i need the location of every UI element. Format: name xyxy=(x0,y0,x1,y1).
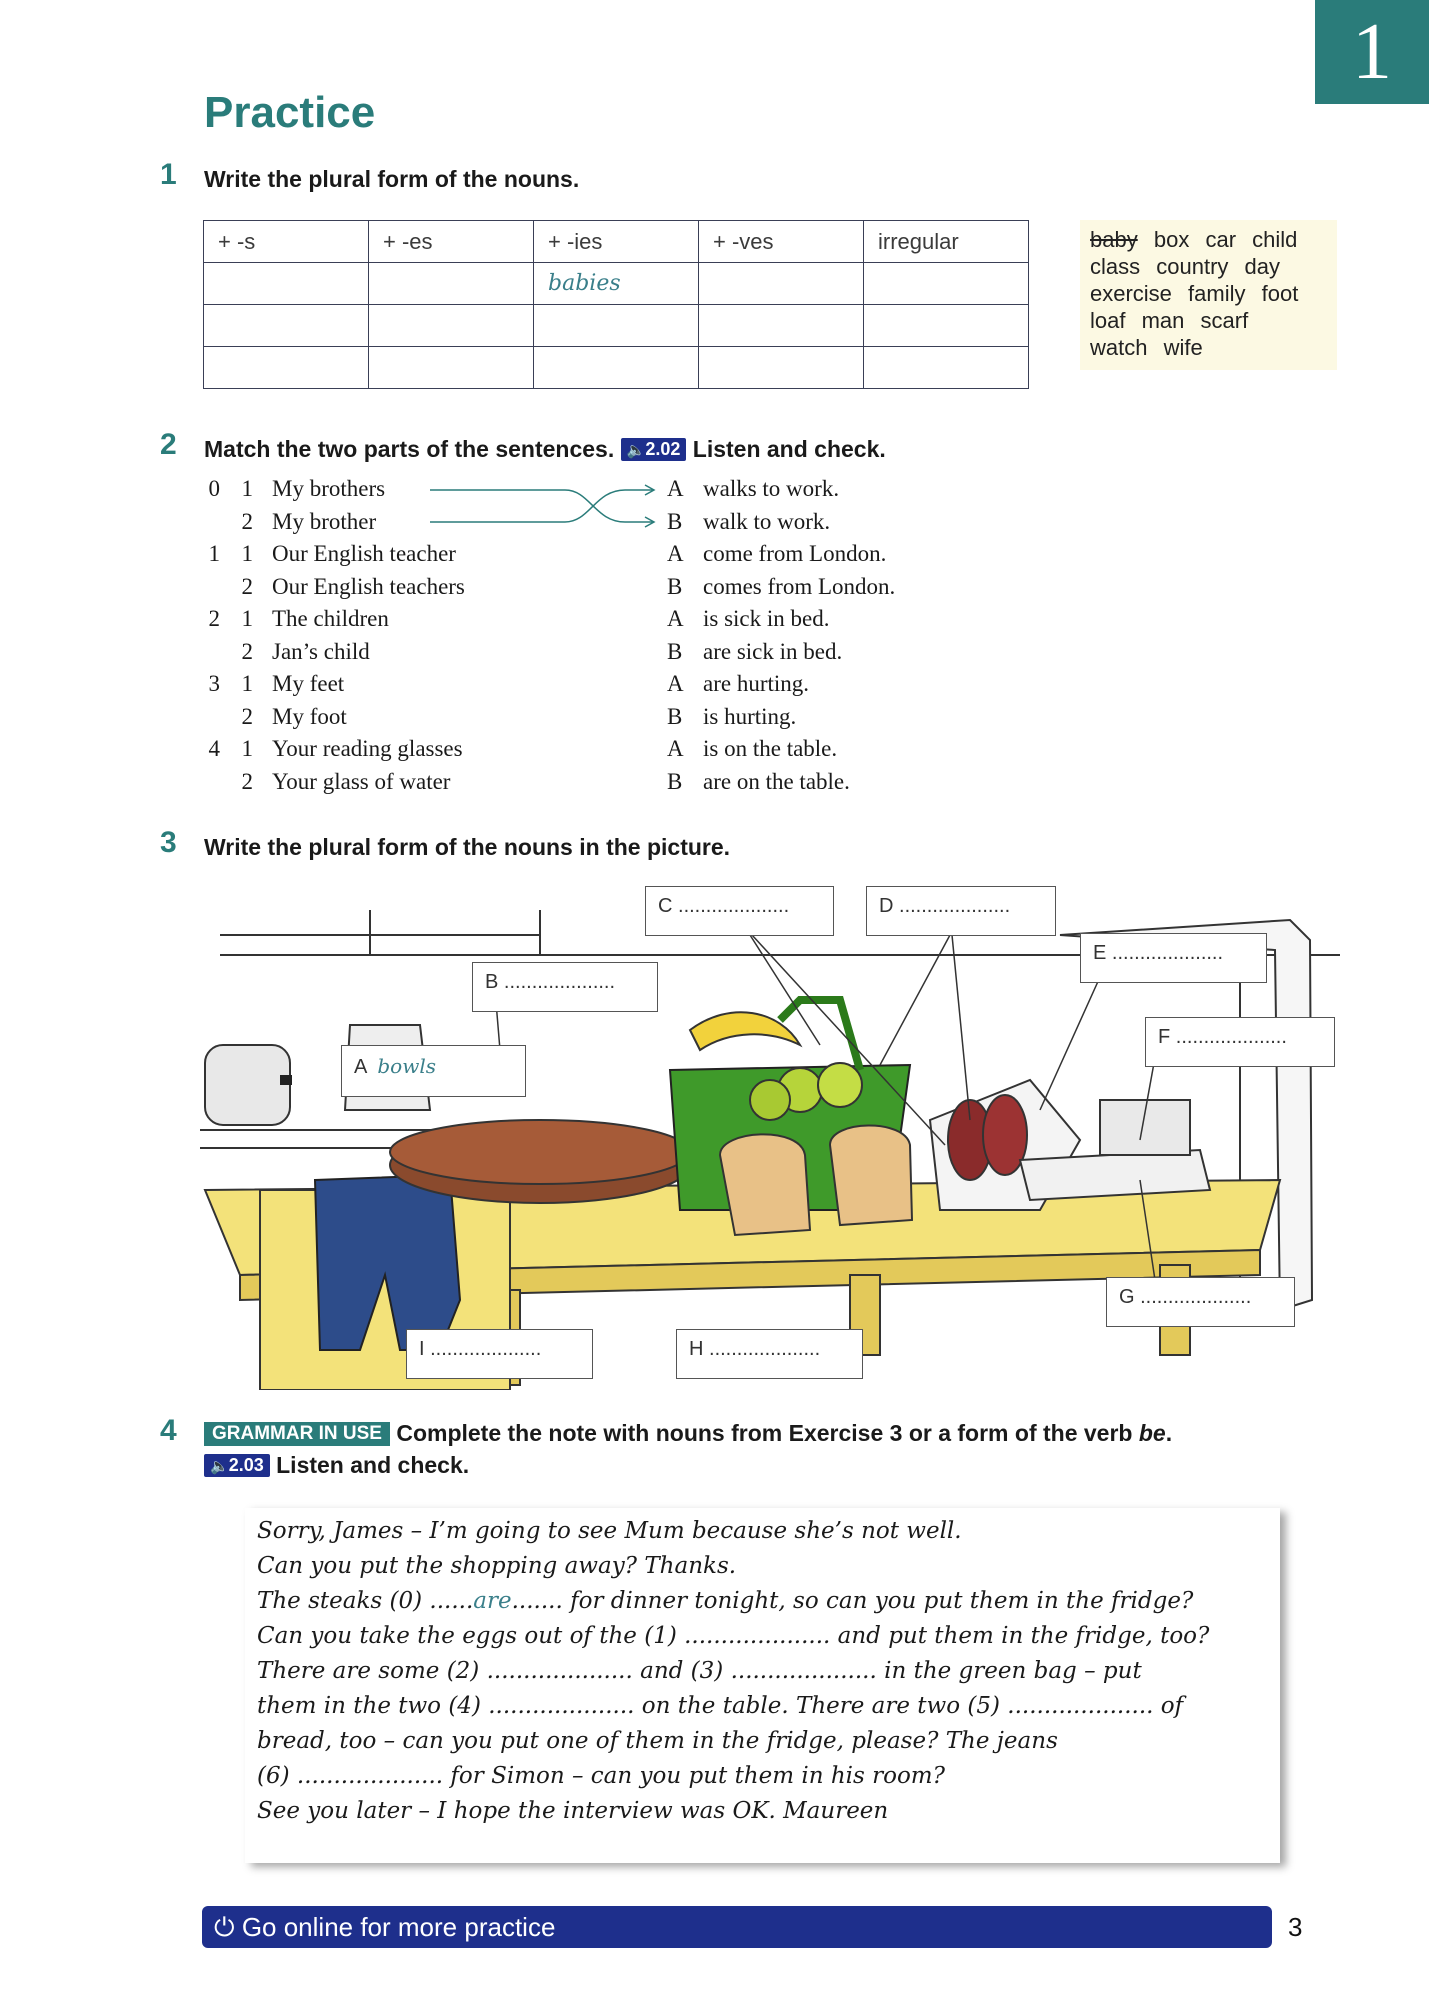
note-line: See you later – I hope the interview was OK. Maureen xyxy=(257,1798,889,1824)
answer-cell[interactable] xyxy=(369,263,534,305)
exercise-3-number: 3 xyxy=(160,826,177,859)
label-dots: .................... xyxy=(430,1338,542,1360)
word: scarf xyxy=(1200,308,1249,333)
match-option-letter: A xyxy=(667,736,684,761)
note-answer-are: are xyxy=(473,1588,512,1614)
audio-track-number: 2.03 xyxy=(228,1455,264,1475)
label-dots: .................... xyxy=(1111,942,1224,964)
answer-cell[interactable] xyxy=(864,263,1029,305)
picture-label-c[interactable] xyxy=(645,886,834,936)
label-dots: .................... xyxy=(678,895,790,917)
handwritten-note xyxy=(245,1508,1280,1863)
match-right-part: is hurting. xyxy=(703,703,797,729)
answer-cell[interactable] xyxy=(699,305,864,347)
word-crossed: baby xyxy=(1090,227,1138,252)
match-left-part: My foot xyxy=(272,703,347,729)
exercise-4-heading: Complete the note with nouns from Exercise 3 or a form of the verb xyxy=(396,1420,1133,1446)
word: car xyxy=(1205,227,1237,252)
match-right-part: are hurting. xyxy=(703,671,810,696)
picture-label-a[interactable] xyxy=(341,1045,526,1097)
picture-label-e[interactable] xyxy=(1080,933,1267,983)
note-text: for dinner tonight, so can you put them in the fridge? xyxy=(562,1588,1194,1614)
answer-cell[interactable] xyxy=(699,347,864,389)
exercise-4-heading-verb: be xyxy=(1138,1420,1166,1446)
match-left-part: Jan’s child xyxy=(272,638,370,664)
match-right-part: walks to work. xyxy=(703,476,840,501)
label-letter: I xyxy=(419,1338,425,1360)
exercise-2-heading: Match the two parts of the sentences. xyxy=(204,436,615,462)
answer-cell[interactable] xyxy=(699,263,864,305)
match-group-number: 2 xyxy=(208,606,220,631)
match-right-part: is sick in bed. xyxy=(703,606,830,631)
grammar-in-use-tag: GRAMMAR IN USE xyxy=(204,1422,390,1446)
header-ies: + -ies xyxy=(534,221,699,263)
note-line: them in the two (4) .................... on the table. There are two (5) .................... of xyxy=(257,1693,1184,1719)
go-online-text: Go online for more practice xyxy=(241,1912,556,1942)
answer-cell[interactable] xyxy=(864,305,1029,347)
table-row xyxy=(204,263,1029,305)
speaker-icon: 🔈 xyxy=(210,1458,229,1475)
exercise-4-heading-row: GRAMMAR IN USE Complete the note with nouns from Exercise 3 or a form of the verb be. xyxy=(204,1420,1172,1447)
answer-cell[interactable] xyxy=(369,305,534,347)
label-letter: E xyxy=(1093,942,1107,964)
picture-label-i[interactable] xyxy=(406,1329,593,1379)
match-left-part: Our English teachers xyxy=(272,573,465,599)
picture-label-d[interactable] xyxy=(866,886,1056,936)
answer-cell[interactable] xyxy=(534,347,699,389)
header-es: + -es xyxy=(369,221,534,263)
exercise-1-number: 1 xyxy=(160,158,177,191)
word-line xyxy=(1090,280,1327,307)
go-online-banner[interactable] xyxy=(202,1906,1272,1948)
unit-number-tab: 1 xyxy=(1315,0,1429,104)
match-item-number: 2 xyxy=(241,573,253,599)
word: country xyxy=(1156,254,1229,279)
match-item-number: 2 xyxy=(241,508,253,534)
label-letter: F xyxy=(1158,1026,1171,1048)
note-line: bread, too – can you put one of them in the fridge, please? The jeans xyxy=(257,1728,1058,1754)
answer-cell[interactable] xyxy=(204,305,369,347)
match-left-part: My brothers xyxy=(272,476,386,501)
match-option-letter: A xyxy=(667,671,684,696)
word: watch xyxy=(1090,335,1148,360)
label-letter: B xyxy=(485,971,499,993)
match-right-part: are on the table. xyxy=(703,768,850,794)
match-item-number: 2 xyxy=(241,768,253,794)
match-option-letter: B xyxy=(667,508,683,534)
match-group-number: 1 xyxy=(208,541,220,566)
word: man xyxy=(1141,308,1185,333)
answer-cell[interactable] xyxy=(864,347,1029,389)
answer-cell-babies[interactable]: babies xyxy=(534,263,699,305)
audio-track-number: 2.02 xyxy=(645,439,681,459)
label-dots: .................... xyxy=(1175,1026,1287,1048)
word-line xyxy=(1090,334,1327,361)
header-s: + -s xyxy=(204,221,369,263)
match-option-letter: B xyxy=(667,638,683,664)
example-match-arrows xyxy=(425,478,665,538)
label-letter: D xyxy=(879,895,894,917)
match-left-part: My feet xyxy=(272,671,345,696)
note-line: The steaks (0) ......are....... for dinner tonight, so can you put them in the fridge? xyxy=(257,1588,1194,1614)
match-item-number: 2 xyxy=(241,638,253,664)
table-header-row xyxy=(204,221,1029,263)
picture-label-h[interactable] xyxy=(676,1329,863,1379)
audio-track-badge[interactable] xyxy=(621,438,687,461)
match-option-letter: A xyxy=(667,541,684,566)
word-line xyxy=(1090,307,1327,334)
match-option-letter: B xyxy=(667,703,683,729)
table-row xyxy=(204,305,1029,347)
exercise-2-heading-row xyxy=(204,436,886,463)
match-option-letter: A xyxy=(667,606,684,631)
label-dots: .................... xyxy=(1140,1286,1252,1308)
word: day xyxy=(1244,254,1281,279)
page-title: Practice xyxy=(204,88,376,137)
word: loaf xyxy=(1090,308,1126,333)
match-option-letter: B xyxy=(667,573,683,599)
label-letter: H xyxy=(689,1338,704,1360)
match-item-number: 1 xyxy=(241,606,253,631)
word: child xyxy=(1252,227,1298,252)
exercise-1-heading: Write the plural form of the nouns. xyxy=(204,166,580,192)
match-item-number: 1 xyxy=(241,541,253,566)
label-dots: .................... xyxy=(709,1338,821,1360)
label-letter: C xyxy=(658,895,673,917)
match-right-part: come from London. xyxy=(703,541,887,566)
match-left-part: Your reading glasses xyxy=(272,736,463,761)
exercise-2-number: 2 xyxy=(160,428,177,461)
label-dots: .................... xyxy=(503,971,616,993)
exercise-3-heading: Write the plural form of the nouns in the picture. xyxy=(204,834,731,860)
word: foot xyxy=(1261,281,1299,306)
match-left-part: Our English teacher xyxy=(272,541,456,566)
note-line: (6) .................... for Simon – can you put them in his room? xyxy=(257,1763,945,1789)
exercise-4-listen-row xyxy=(204,1452,469,1479)
note-line: Sorry, James – I’m going to see Mum because she’s not well. xyxy=(257,1518,962,1544)
match-left-part: Your glass of water xyxy=(272,768,451,794)
word-line xyxy=(1090,253,1327,280)
match-right-part: comes from London. xyxy=(703,573,896,599)
header-irregular: irregular xyxy=(864,221,1029,263)
answer-cell[interactable] xyxy=(534,305,699,347)
label-letter: A xyxy=(354,1056,367,1078)
speaker-icon: 🔈 xyxy=(626,442,646,459)
table-row xyxy=(204,347,1029,389)
note-line: Can you take the eggs out of the (1) .................... and put them in the fridge, too? xyxy=(257,1623,1210,1649)
note-line: Can you put the shopping away? Thanks. xyxy=(257,1553,737,1579)
match-item-number: 1 xyxy=(241,671,253,696)
plural-table xyxy=(203,220,1029,389)
note-line: There are some (2) .................... and (3) .................... in the green bag – put xyxy=(257,1658,1142,1684)
audio-track-badge[interactable] xyxy=(204,1454,270,1477)
word: family xyxy=(1188,281,1246,306)
picture-label-g[interactable] xyxy=(1106,1277,1295,1327)
match-right-part: is on the table. xyxy=(703,736,838,761)
answer-cell[interactable] xyxy=(204,347,369,389)
word: class xyxy=(1090,254,1141,279)
match-group-number: 0 xyxy=(208,476,220,501)
label-dots: .................... xyxy=(899,895,1011,917)
match-item-number: 2 xyxy=(241,703,253,729)
page-number: 3 xyxy=(1288,1912,1303,1942)
word: wife xyxy=(1163,335,1203,360)
listen-and-check: Listen and check. xyxy=(276,1452,470,1478)
word: box xyxy=(1153,227,1190,252)
match-left-part: My brother xyxy=(272,508,377,534)
power-icon: ⏻ xyxy=(214,1912,235,1942)
label-answer-bowls: bowls xyxy=(377,1054,436,1078)
word-box xyxy=(1080,220,1337,370)
match-group-number: 3 xyxy=(208,671,220,696)
word: exercise xyxy=(1090,281,1172,306)
answer-cell[interactable] xyxy=(369,347,534,389)
exercise-4-number: 4 xyxy=(160,1414,177,1447)
match-item-number: 1 xyxy=(241,476,253,501)
match-option-letter: B xyxy=(667,768,683,794)
answer-cell[interactable] xyxy=(204,263,369,305)
match-group-number: 4 xyxy=(208,736,220,761)
note-text: The steaks (0) xyxy=(257,1588,430,1614)
match-option-letter: A xyxy=(667,476,684,501)
picture-label-b[interactable] xyxy=(472,962,658,1012)
header-ves: + -ves xyxy=(699,221,864,263)
match-left-part: The children xyxy=(272,606,389,631)
word-line xyxy=(1090,226,1327,253)
match-item-number: 1 xyxy=(241,736,253,761)
picture-label-f[interactable] xyxy=(1145,1017,1335,1067)
match-right-part: are sick in bed. xyxy=(703,638,843,664)
match-right-part: walk to work. xyxy=(703,508,831,534)
label-letter: G xyxy=(1119,1286,1135,1308)
listen-and-check: Listen and check. xyxy=(692,436,886,462)
